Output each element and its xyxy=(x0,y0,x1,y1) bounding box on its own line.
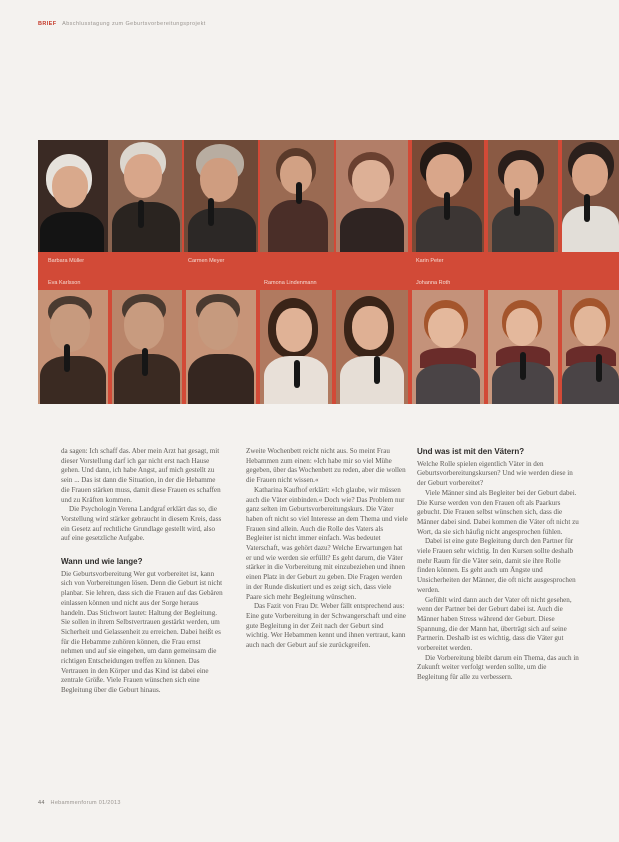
speaker-photo xyxy=(186,290,256,404)
page-footer xyxy=(38,800,121,806)
text-column-2 xyxy=(246,447,408,651)
photo-caption: Ramona Lindenmann xyxy=(264,280,317,286)
section-label: BRIEF xyxy=(38,21,57,27)
speaker-photo xyxy=(562,290,619,404)
section-heading: Und was ist mit den Vätern? xyxy=(417,447,525,456)
speaker-photo xyxy=(184,140,258,252)
photo-row-bottom xyxy=(38,290,619,404)
section-heading: Wann und wie lange? xyxy=(61,557,143,567)
photo-row-top xyxy=(38,140,619,252)
paragraph: Viele Männer sind als Begleiter bei der Geburt dabei. Die Kurse werden von den Frauen oft als Paarkurs gebucht. Die Frauen selbst wünschen sich, dass die Männer dabei sind. Dabei kommen die Väter oft nicht zu Wort, da sie sich häufig nicht angesprochen fühlen. xyxy=(417,488,579,536)
photo-caption: Johanna Roth xyxy=(416,280,451,286)
speaker-photo xyxy=(562,140,619,252)
paragraph: Die Geburtsvorbereitung Wer gut vorbereitet ist, kann sich von Vorbereitungen lösen. Denn die Geburt ist nicht planbar. Sie lehren, dass sich die Frauen auf das Gebären einlassen können und nicht aus der Sorge heraus handeln. Das Stichwort lautet: Haltung der Begleitung. Sie sollen in ihrem Selbstvertrauen gestärkt werden, um Sicherheit und Gelassenheit zu erreichen. Dabei heißt es für die Hebamme zuhören können, die Frau ernst nehmen und auf sie eingehen, um dann gemeinsam die richtigen Entscheidungen treffen zu können. Das Vertrauen in den Körper und das Kind ist dabei eine zentrale Größe. Viele Frauen wünschen sich eine Begleitung über die Geburt hinaus. xyxy=(61,569,223,695)
running-header xyxy=(38,21,206,27)
speaker-photo xyxy=(112,290,182,404)
paragraph: Zweite Wochenbett reicht nicht aus. So meint Frau Hebammen zum einen: »Ich habe mir so viel Mühe gegeben, über das Wochenbett zu reden, aber die wollen die Frauen nicht wissen.« xyxy=(246,447,406,485)
journal-name: Hebammenforum 01/2013 xyxy=(50,800,121,806)
page-number: 44 xyxy=(38,800,45,806)
speaker-photo xyxy=(108,140,182,252)
paragraph: Die Vorbereitung bleibt darum ein Thema, das auch in Zukunft weiter verfolgt werden sollte, um die Begleitung für alle zu verbessern. xyxy=(417,653,579,682)
speaker-photo xyxy=(412,290,484,404)
speaker-photo xyxy=(336,290,408,404)
paragraph: da sagen: Ich schaff das. Aber mein Arzt hat gesagt, mit dieser Vorstellung darf ich gar nicht erst nach Hause gehen. Und dann, ich habe Angst, auf mich gestellt zu sein ... Das ist dann die Situation, in der die Hebamme die Frauen stärken muss, damit diese Frauen es schaffen und zu Kräften kommen. xyxy=(61,447,221,504)
speaker-photo xyxy=(336,140,408,252)
photo-caption: Barbara Müller xyxy=(48,258,85,264)
text-column-1 xyxy=(61,447,223,696)
speaker-photo xyxy=(38,290,108,404)
speaker-photo xyxy=(488,290,558,404)
paragraph: Die Psychologin Verena Landgraf erklärt das so, die Vorstellung wird stärker gebraucht in diesem Kreis, dass ein Gesetz auf rechtliche Grundlage gestellt wird, also auf eine gesetzliche Aufgabe. xyxy=(61,505,222,543)
speaker-photo xyxy=(260,290,332,404)
speaker-photo xyxy=(38,140,108,252)
photo-caption: Carmen Meyer xyxy=(188,258,225,264)
speaker-photo xyxy=(412,140,484,252)
speaker-photo xyxy=(260,140,334,252)
paragraph: Gefühlt wird dann auch der Vater oft nicht gesehen, wenn der Partner bei der Geburt dabei ist. Auch die Männer haben Stress während der Geburt. Diese Spannung, die der Mann hat, überträgt sich auf seine Partnerin. Deshalb ist es wichtig, dass die Väter gut vorbereitet werden. xyxy=(417,595,572,653)
photo-caption: Eva Karlsson xyxy=(48,280,81,286)
paragraph: Welche Rolle spielen eigentlich Väter in den Geburtsvorbereitungskursen? Und wie werden diese in der Geburt vorbereitet? xyxy=(417,459,573,488)
text-column-3 xyxy=(417,447,579,683)
paragraph: Katharina Kaufhof erklärt: »Ich glaube, wir müssen auch die Väter einbinden.« Doch wie? Das Problem nur ganz selten im Geburtsvorbereitungskurs. Die Väter haben oft nicht so viel Interesse an dem Thema und viele Frauen sind allein. Auch die Rolle des Vaters als Begleiter ist nicht immer einfach. Was bedeutet Vaterschaft, was gehört dazu? Welche Erwartungen hat er und wie werden sie erfüllt? Es geht darum, die Väter stärker in die Vorbereitung mit einzubeziehen und ihnen einen Platz in der Geburt zu geben. Die Fragen werden in der Runde diskutiert und es zeigt sich, dass viele Paare sich mehr Begleitung wünschen. xyxy=(246,485,408,601)
photo-band xyxy=(38,140,619,404)
paragraph: Das Fazit von Frau Dr. Weber fällt entsprechend aus: Eine gute Vorbereitung in der Schwangerschaft und eine gute Begleitung in der Zeit nach der Geburt sind wichtig. Wer Hebammen kennt und ihnen vertraut, kann auch nach der Geburt auf sie zurückgreifen. xyxy=(246,602,406,650)
paragraph: Dabei ist eine gute Begleitung durch den Partner für viele Frauen sehr wichtig. In den Kursen sollte deshalb mehr Raum für die Väter sein, damit sie ihre Rolle finden können. Es geht auch um Ängste und Unsicherheiten der Männer, die oft nicht ausgesprochen werden. xyxy=(417,537,576,594)
speaker-photo xyxy=(488,140,558,252)
header-subtitle: Abschlusstagung zum Geburtsvorbereitungsprojekt xyxy=(62,21,206,27)
photo-caption: Karin Peter xyxy=(416,258,444,264)
